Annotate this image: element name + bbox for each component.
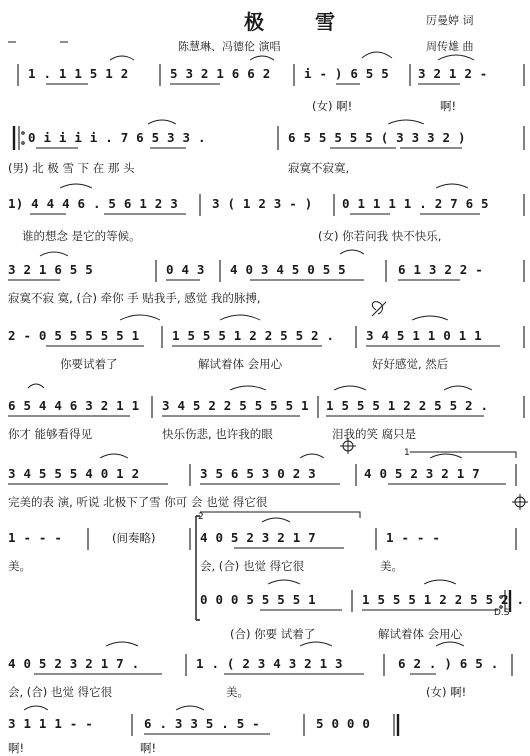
notation-row-7-m2: 3 5 6 5 3 0 2 3 bbox=[200, 466, 316, 481]
notation-row-9-m1: 0 0 0 5 5 5 5 1 bbox=[200, 592, 316, 607]
beams bbox=[8, 84, 506, 734]
system-bracket bbox=[196, 516, 200, 620]
lyric-row-8-b: 会, (合) 也觉 得它很 bbox=[200, 559, 305, 573]
segno-sign bbox=[372, 302, 386, 316]
notation-row-4-m4: 6 1 3 2 2 - bbox=[398, 262, 483, 277]
notation-row-4-m1: 3 2 1 6 5 5 bbox=[8, 262, 93, 277]
notation-row-5-m3: 3 4 5 1 1 0 1 1 bbox=[366, 328, 482, 343]
notation-row-1-m3: i - ) 6 5 5 bbox=[304, 66, 389, 81]
notation-row-7-m1: 3 4 5 5 5 4 0 1 2 bbox=[8, 466, 140, 481]
bar-lines-row-1 bbox=[18, 64, 524, 86]
notation-row-2-m1: 0 i i i i . 7 6 5 3 3 . bbox=[28, 130, 206, 145]
lyric-row-9-a: (合) 你要 试着了 bbox=[230, 627, 316, 641]
lyric-row-10-c: (女) 啊! bbox=[426, 685, 467, 699]
lyric-row-6-c: 泪我的笑 腐只是 bbox=[332, 427, 417, 441]
notation-row-6-m2: 3 4 5 2 2 5 5 5 5 1 bbox=[162, 398, 309, 413]
volta-1-number: 1 bbox=[404, 448, 410, 458]
bar-lines-row-6 bbox=[152, 396, 524, 418]
performers-credit: 陈慧琳、冯德伦 演唱 bbox=[178, 40, 281, 53]
slurs bbox=[24, 52, 474, 710]
bar-lines-row-5 bbox=[162, 326, 524, 348]
notation-row-1-m2: 5 3 2 1 6 6 2 bbox=[170, 66, 271, 81]
notation-row-10-m2: 1 . ( 2 3 4 3 2 1 3 bbox=[196, 656, 343, 671]
bar-lines-row-7 bbox=[190, 464, 516, 486]
lyric-row-10-b: 美。 bbox=[226, 685, 249, 699]
notation-row-11-m1: 3 1 1 1 - - bbox=[8, 716, 93, 731]
lyricist-credit: 厉曼婷 词 bbox=[426, 14, 474, 27]
lyric-row-8-a: 美。 bbox=[8, 559, 31, 573]
notation-row-11-m3: 5 0 0 0 bbox=[316, 716, 371, 731]
lyric-row-1-a: (女) 啊! bbox=[312, 99, 353, 113]
lyric-row-1-b: 啊! bbox=[440, 99, 457, 113]
notation-row-8-m3: 4 0 5 2 3 2 1 7 bbox=[200, 530, 316, 545]
lyric-row-5-c: 好好感觉, 然后 bbox=[372, 357, 449, 371]
notation-row-5-m1: 2 - 0 5 5 5 5 5 1 bbox=[8, 328, 140, 343]
notation-row-11-m2: 6 . 3 3 5 . 5 - bbox=[144, 716, 260, 731]
lyric-row-8-c: 美。 bbox=[380, 559, 403, 573]
bar-lines-row-9 bbox=[352, 590, 510, 612]
lyric-row-10-a: 会, (合) 也觉 得它很 bbox=[8, 685, 113, 699]
notation-row-2-m2: 6 5 5 5 5 5 ( 3 3 3 2 ) bbox=[288, 130, 466, 145]
bar-lines-row-4 bbox=[156, 260, 524, 282]
bar-lines-row-10 bbox=[186, 654, 512, 676]
lyric-row-3-b: (女) 你若问我 快不快乐, bbox=[318, 229, 442, 243]
notation-row-5-m2: 1 5 5 5 1 2 2 5 5 2 . bbox=[172, 328, 335, 343]
bar-lines-row-2 bbox=[14, 126, 524, 150]
notation-row-8-m4: 1 - - - bbox=[386, 530, 441, 545]
bar-lines-row-3 bbox=[200, 194, 524, 216]
notation-row-3-m2: 3 ( 1 2 3 - ) bbox=[212, 196, 313, 211]
lyric-row-9-b: 解试着体 会用心 bbox=[378, 627, 463, 641]
volta-bracket-1 bbox=[410, 452, 516, 458]
notation-row-8-m1: 1 - - - bbox=[8, 530, 63, 545]
lyric-row-5-b: 解试着体 会用心 bbox=[198, 357, 283, 371]
lyric-row-7: 完美的表 演, 听说 北极下了雪 你可 会 也觉 得它很 bbox=[8, 495, 268, 509]
composer-credit: 周传雄 曲 bbox=[426, 40, 474, 53]
volta-bracket-2 bbox=[200, 512, 360, 518]
lyric-row-2-b: 寂寞不寂寞, bbox=[288, 161, 350, 175]
lyric-row-6-a: 你才 能够看得见 bbox=[8, 427, 93, 441]
notation-row-4-m2: 0 4 3 bbox=[166, 262, 205, 277]
dal-segno-mark: D.S bbox=[494, 608, 510, 618]
notation-row-10-m3: 6 2 . ) 6 5 . bbox=[398, 656, 499, 671]
coda-sign bbox=[340, 438, 356, 454]
notation-row-1-m4: 3 2 1 2 - bbox=[418, 66, 488, 81]
notation-row-3-m3: 0 1 1 1 1 . 2 7 6 5 bbox=[342, 196, 489, 211]
notation-row-6-m1: 6 5 4 4 6 3 2 1 1 bbox=[8, 398, 140, 413]
lyric-row-11-b: 啊! bbox=[140, 741, 157, 755]
lyric-row-4: 寂寞不寂 寞, (合) 牵你 手 贴我手, 感觉 我的脉搏, bbox=[8, 291, 261, 305]
coda-sign bbox=[512, 494, 528, 510]
notation-row-9-m2: 1 5 5 5 1 2 2 5 5 2 . bbox=[362, 592, 525, 607]
lyric-row-6-b: 快乐伤悲, 也许我的眼 bbox=[162, 427, 273, 441]
notation-row-3-m1: 1) 4 4 4 6 . 5 6 1 2 3 bbox=[8, 196, 178, 211]
notation-row-4-m3: 4 0 3 4 5 0 5 5 bbox=[230, 262, 346, 277]
song-title: 极 雪 bbox=[244, 10, 357, 34]
lyric-row-3-a: 谁的想念 是它的等候。 bbox=[22, 229, 141, 243]
volta-2-number: 2 bbox=[198, 512, 204, 522]
lyric-row-11-a: 啊! bbox=[8, 741, 25, 755]
interlude-marker: (间奏略) bbox=[112, 531, 156, 545]
notation-row-10-m1: 4 0 5 2 3 2 1 7 . bbox=[8, 656, 140, 671]
notation-row-6-m3: 1 5 5 5 1 2 2 5 5 2 . bbox=[326, 398, 489, 413]
notation-row-7-m3: 4 0 5 2 3 2 1 7 bbox=[364, 466, 480, 481]
bar-lines-row-8 bbox=[88, 528, 516, 550]
lyric-row-5-a: 你要试着了 bbox=[60, 357, 118, 371]
notation-row-1-m1: 1 . 1 1 5 1 2 bbox=[28, 66, 129, 81]
bar-lines-row-11 bbox=[132, 714, 398, 736]
lyric-row-2-a: (男) 北 极 雪 下 在 那 头 bbox=[8, 161, 135, 175]
